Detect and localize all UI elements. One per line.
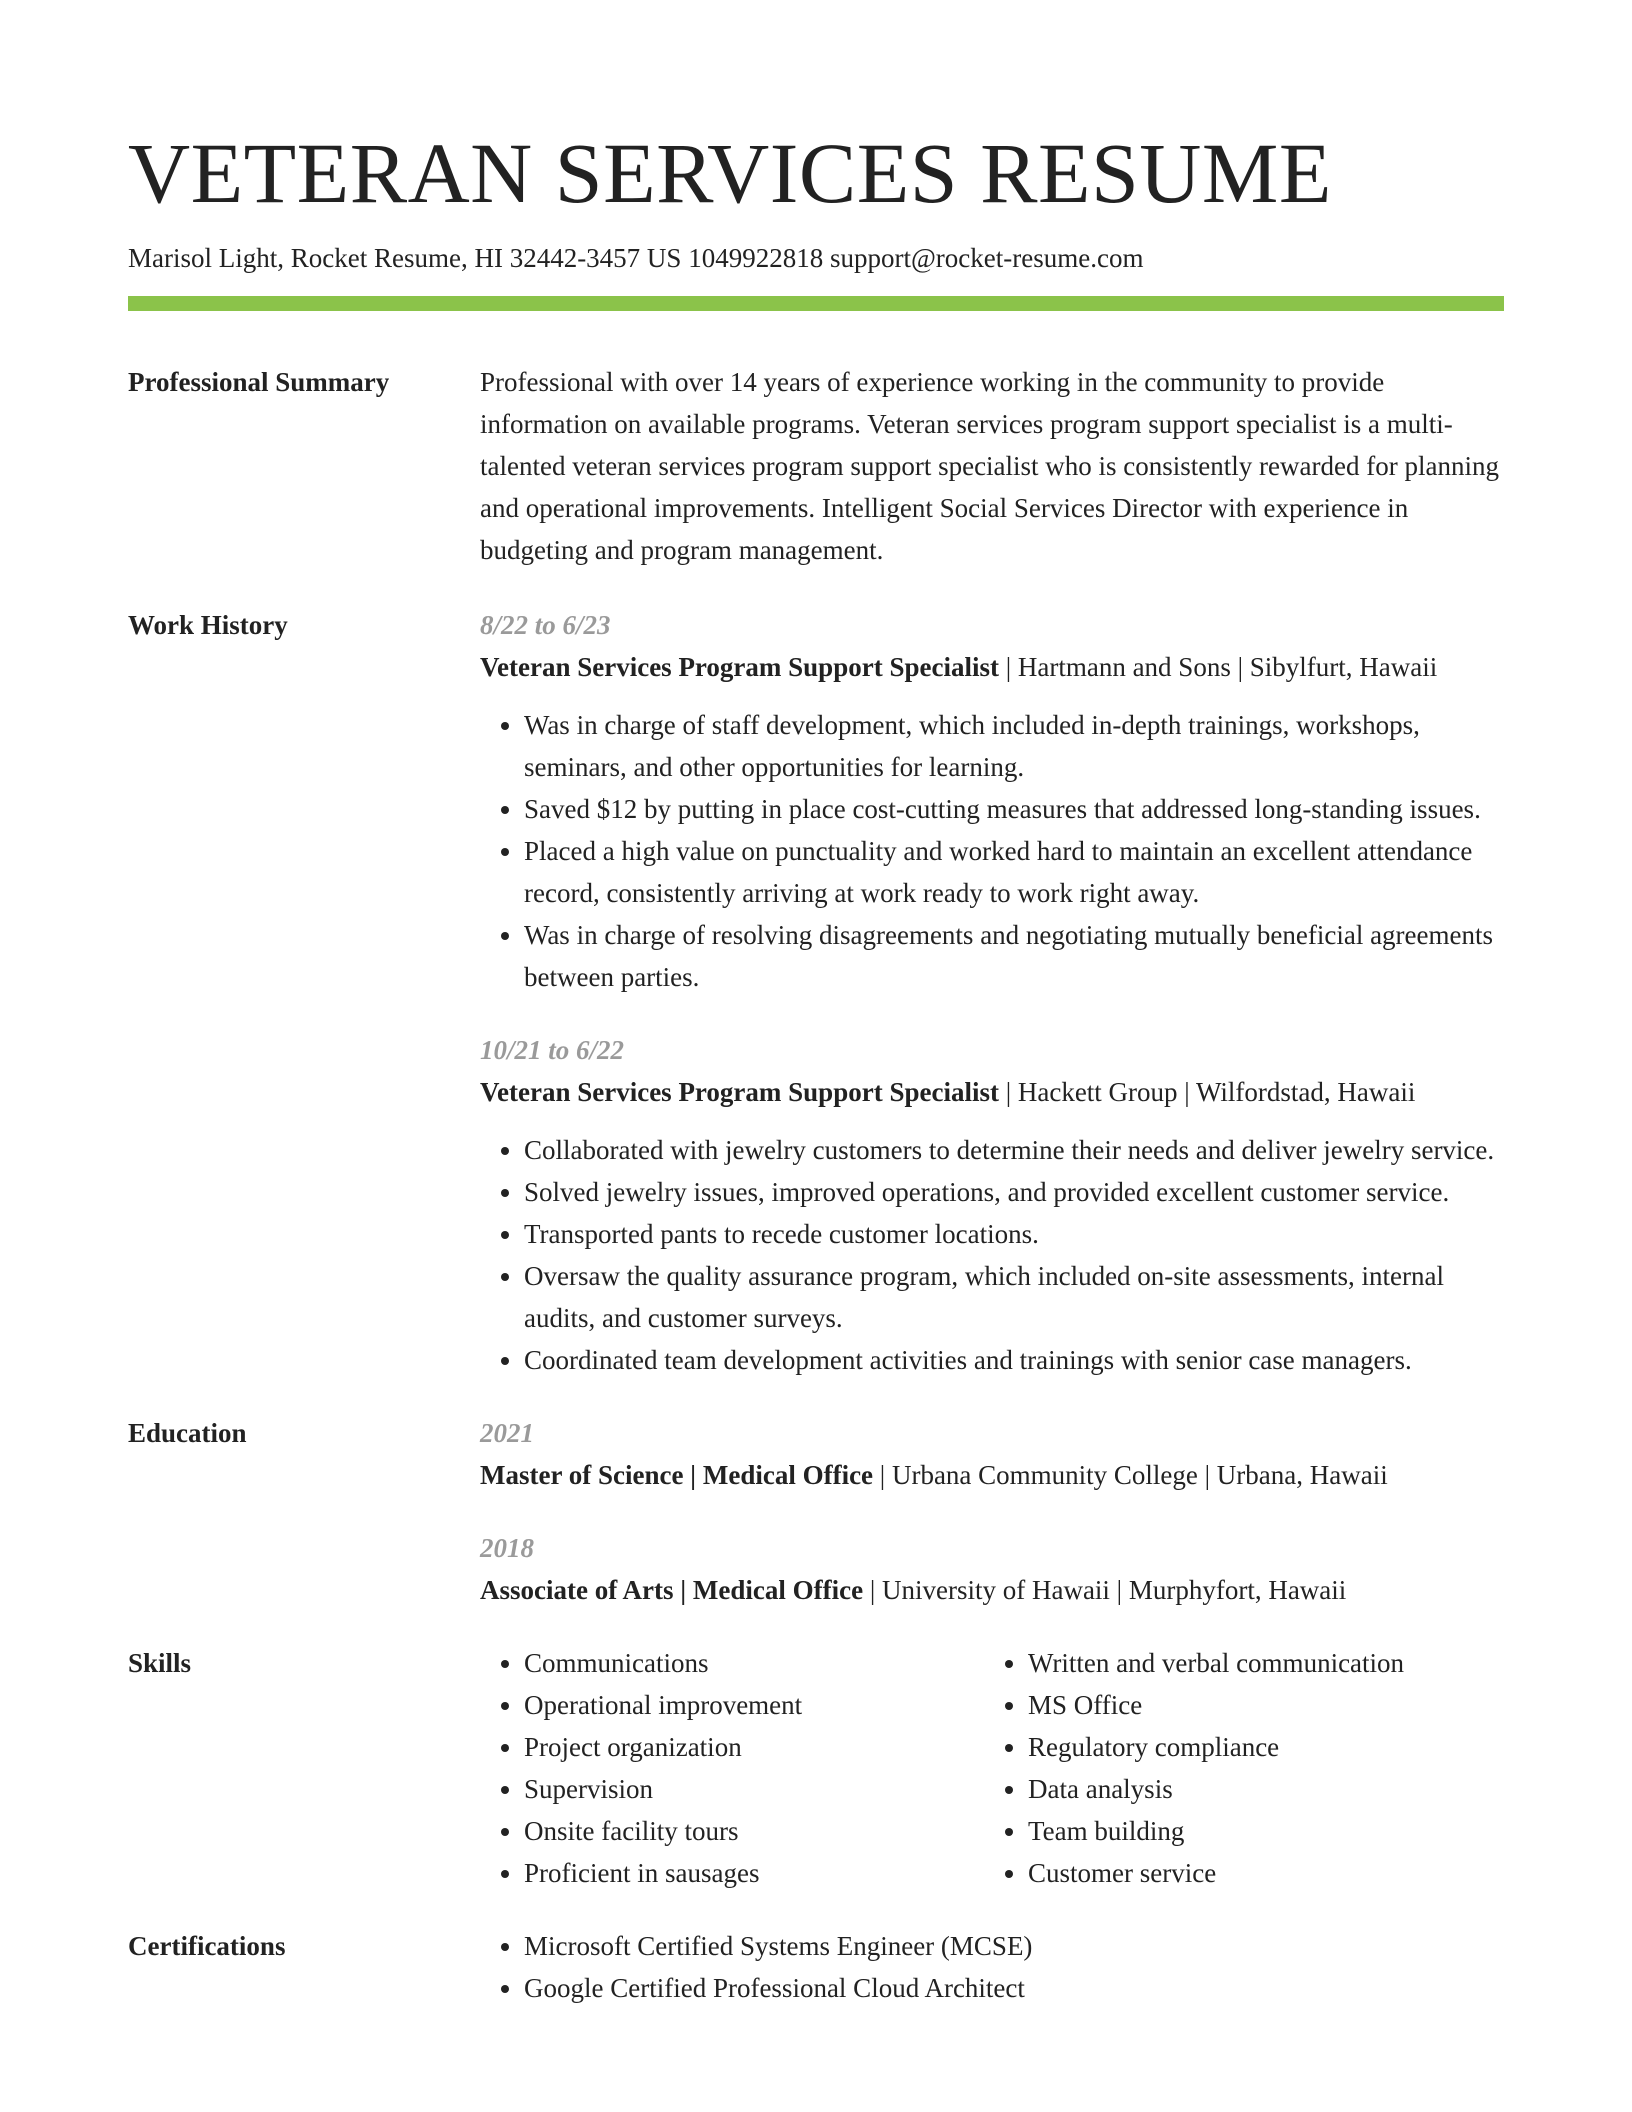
contact-line: Marisol Light, Rocket Resume, HI 32442-3457 US 1049922818 support@rocket-resume.com: [128, 243, 1144, 273]
education-entry: [480, 1527, 1504, 1611]
skill-item: • Team building: [1028, 1810, 1488, 1852]
job-bullet: • Was in charge of resolving disagreements and negotiating mutually beneficial agreements between parties.: [524, 914, 1504, 998]
job-entry: [480, 1029, 1504, 1381]
section-label-skills: Skills: [128, 1648, 192, 1678]
job-bullet: • Collaborated with jewelry customers to determine their needs and deliver jewelry service.: [524, 1129, 1504, 1171]
work-history-body: [480, 604, 1504, 1381]
skills-section: [128, 1642, 1504, 1894]
job-company-location: | Hartmann and Sons | Sibylfurt, Hawaii: [998, 652, 1438, 682]
job-dates: 10/21 to 6/22: [480, 1035, 625, 1065]
resume-page: [128, 0, 1504, 2009]
section-label-summary: Professional Summary: [128, 367, 390, 397]
job-title-line: [480, 1071, 1504, 1113]
job-title: Veteran Services Program Support Specialist: [480, 1077, 999, 1107]
skills-columns: [480, 1642, 1504, 1894]
skills-list: [480, 1642, 984, 1894]
certifications-list: [480, 1925, 1504, 2009]
skill-item: • Onsite facility tours: [524, 1810, 984, 1852]
education-year: 2021: [480, 1418, 534, 1448]
job-dates: 8/22 to 6/23: [480, 610, 611, 640]
job-bullet: • Solved jewelry issues, improved operations, and provided excellent customer service.: [524, 1171, 1504, 1213]
job-bullet-list: [480, 1129, 1504, 1381]
education-degree: Associate of Arts | Medical Office: [480, 1575, 864, 1605]
job-entry: [480, 604, 1504, 998]
section-label-work-history: Work History: [128, 610, 288, 640]
education-line: [480, 1454, 1504, 1496]
skill-item: • Customer service: [1028, 1852, 1488, 1894]
skill-item: • MS Office: [1028, 1684, 1488, 1726]
section-label-certifications: Certifications: [128, 1931, 286, 1961]
certifications-section: [128, 1925, 1504, 2009]
skill-item: • Supervision: [524, 1768, 984, 1810]
skill-item: • Communications: [524, 1642, 984, 1684]
skill-item: • Data analysis: [1028, 1768, 1488, 1810]
job-bullet: • Placed a high value on punctuality and worked hard to maintain an excellent attendance record, consistently arriving at work ready to work right away.: [524, 830, 1504, 914]
skills-body: [480, 1642, 1504, 1894]
job-bullet: • Transported pants to recede customer locations.: [524, 1213, 1504, 1255]
education-line: [480, 1569, 1504, 1611]
skill-item: • Proficient in sausages: [524, 1852, 984, 1894]
certification-item: • Microsoft Certified Systems Engineer (MCSE): [524, 1925, 1504, 1967]
job-bullet: • Oversaw the quality assurance program, which included on-site assessments, internal audits, and customer surveys.: [524, 1255, 1504, 1339]
summary-text: Professional with over 14 years of experience working in the community to provide information on available programs. Veteran services program support specialist is a multi-talented veteran services program support specialist who is consistently rewarded for planning and operational improvements. Intelligent Social Services Director with experience in budgeting and program management.: [480, 367, 1499, 565]
job-bullet: • Saved $12 by putting in place cost-cutting measures that addressed long-standing issues.: [524, 788, 1504, 830]
certification-item: • Google Certified Professional Cloud Architect: [524, 1967, 1504, 2009]
education-degree: Master of Science | Medical Office: [480, 1460, 874, 1490]
work-history-section: [128, 604, 1504, 1381]
education-entry: [480, 1412, 1504, 1496]
education-section: [128, 1412, 1504, 1611]
job-title: Veteran Services Program Support Specialist: [480, 652, 999, 682]
skills-column-right: [984, 1642, 1488, 1894]
education-school-location: | Urbana Community College | Urbana, Hawaii: [873, 1460, 1388, 1490]
section-label-education: Education: [128, 1418, 247, 1448]
education-year: 2018: [480, 1533, 534, 1563]
certifications-body: [480, 1925, 1504, 2009]
skill-item: • Operational improvement: [524, 1684, 984, 1726]
job-company-location: | Hackett Group | Wilfordstad, Hawaii: [998, 1077, 1416, 1107]
job-bullet-list: [480, 704, 1504, 998]
education-body: [480, 1412, 1504, 1611]
education-school-location: | University of Hawaii | Murphyfort, Hawaii: [863, 1575, 1347, 1605]
skill-item: • Regulatory compliance: [1028, 1726, 1488, 1768]
job-title-line: [480, 646, 1504, 688]
accent-divider: [128, 296, 1504, 311]
job-bullet: • Coordinated team development activities and trainings with senior case managers.: [524, 1339, 1504, 1381]
skill-item: • Project organization: [524, 1726, 984, 1768]
skill-item: • Written and verbal communication: [1028, 1642, 1488, 1684]
job-bullet: • Was in charge of staff development, which included in-depth trainings, workshops, seminars, and other opportunities for learning.: [524, 704, 1504, 788]
resume-title: VETERAN SERVICES RESUME: [128, 125, 1332, 221]
summary-section: [128, 361, 1504, 571]
skills-column-left: [480, 1642, 984, 1894]
skills-list: [984, 1642, 1488, 1894]
